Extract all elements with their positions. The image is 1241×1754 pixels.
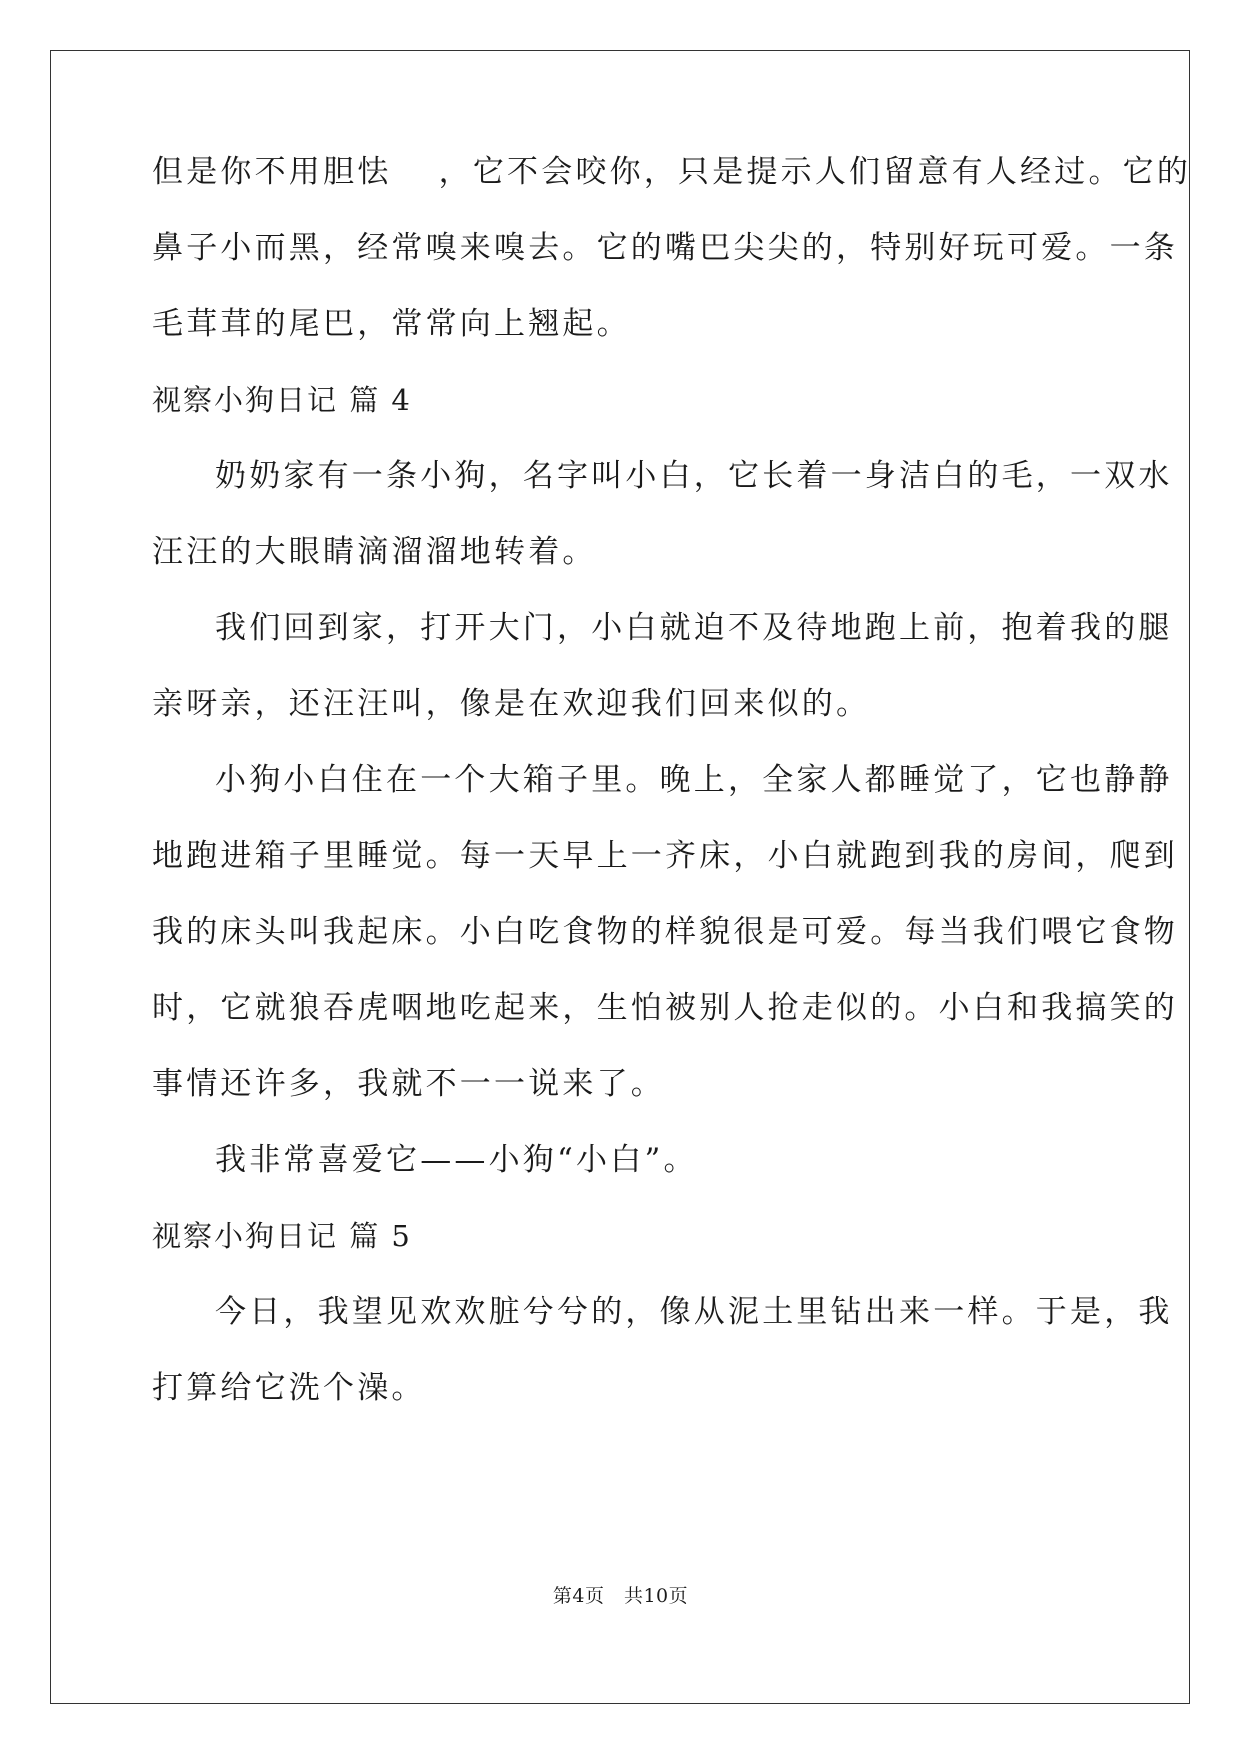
- paragraph-line: 我非常喜爱它——小狗“小白”。: [215, 1142, 698, 1178]
- paragraph-line: 事情还许多，我就不一一说来了。: [152, 1066, 665, 1102]
- page-border: [50, 50, 1190, 1704]
- paragraph-line: 但是你不用胆怯 ，它不会咬你，只是提示人们留意有人经过。它的: [152, 154, 1192, 190]
- paragraph-line: 时，它就狼吞虎咽地吃起来，生怕被别人抢走似的。小白和我搞笑的: [152, 990, 1178, 1026]
- section-heading: 视察小狗日记 篇 5: [152, 1219, 412, 1253]
- paragraph-line: 鼻子小而黑，经常嗅来嗅去。它的嘴巴尖尖的，特别好玩可爱。一条: [152, 230, 1178, 266]
- paragraph-line: 汪汪的大眼睛滴溜溜地转着。: [152, 534, 597, 570]
- paragraph-line: 打算给它洗个澡。: [152, 1370, 426, 1406]
- paragraph-line: 奶奶家有一条小狗，名字叫小白，它长着一身洁白的毛，一双水: [215, 458, 1173, 494]
- paragraph-line: 毛茸茸的尾巴，常常向上翘起。: [152, 306, 631, 342]
- page-number-footer: 第4页 共10页: [552, 1585, 689, 1607]
- paragraph-line: 我的床头叫我起床。小白吃食物的样貌很是可爱。每当我们喂它食物: [152, 914, 1178, 950]
- paragraph-line: 地跑进箱子里睡觉。每一天早上一齐床，小白就跑到我的房间，爬到: [152, 838, 1178, 874]
- paragraph-line: 我们回到家，打开大门，小白就迫不及待地跑上前，抱着我的腿: [215, 610, 1173, 646]
- paragraph-line: 小狗小白住在一个大箱子里。晚上，全家人都睡觉了，它也静静: [215, 762, 1173, 798]
- paragraph-line: 今日，我望见欢欢脏兮兮的，像从泥土里钻出来一样。于是，我: [215, 1294, 1173, 1330]
- section-heading: 视察小狗日记 篇 4: [152, 383, 412, 417]
- paragraph-line: 亲呀亲，还汪汪叫，像是在欢迎我们回来似的。: [152, 686, 871, 722]
